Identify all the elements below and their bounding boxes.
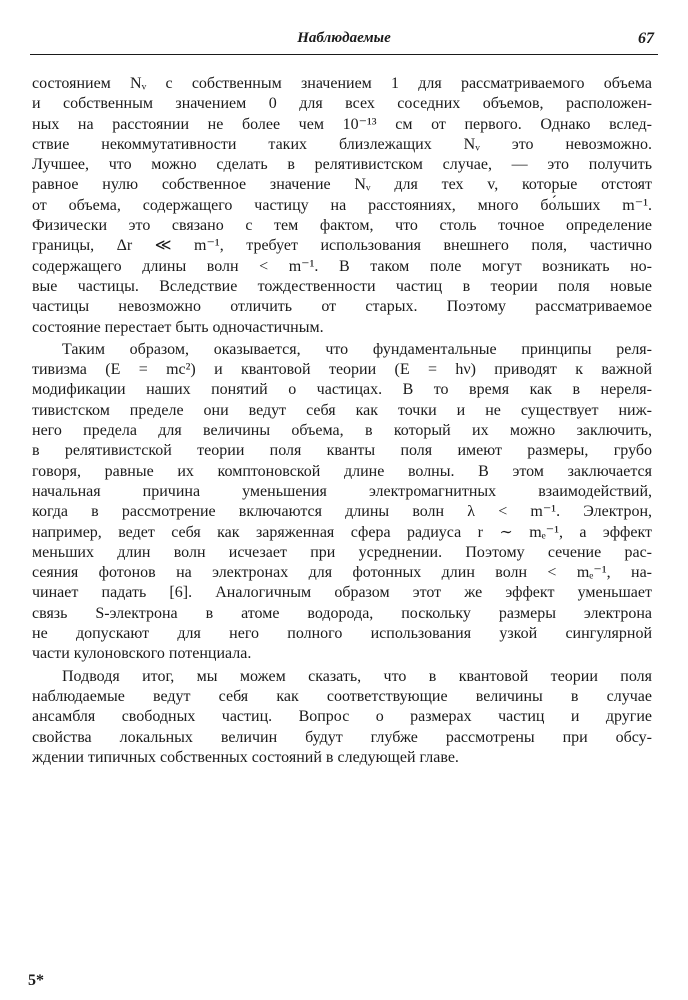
text-line: границы, Δr ≪ m⁻¹, требует использования внешнего поля, частично xyxy=(32,237,652,255)
paragraph-1 xyxy=(32,74,652,338)
text-line: состоянием Nᵥ с собственным значением 1 для рассматриваемого объема xyxy=(32,75,652,92)
text-line: него предела для величины объема, в который их можно заключить, xyxy=(32,422,652,440)
text-line: ансамбля свободных частиц. Вопрос о размерах частиц и другие xyxy=(32,708,652,726)
page-header xyxy=(30,28,658,55)
text-line: свойства локальных величин будут глубже рассмотрены при обсу- xyxy=(32,728,652,746)
text-line: говоря, равные их комптоновской длине волны. В этом заключается xyxy=(32,462,652,480)
text-line: вые частицы. Вследствие тождественности частиц в теории поля новые xyxy=(32,277,652,295)
printer-signature: 5* xyxy=(28,972,44,989)
text-line: частицы невозможно отличить от старых. Поэтому рассматриваемое xyxy=(32,298,652,316)
text-line: сеяния фотонов на электронах для фотонных длин волн < mₑ⁻¹, на- xyxy=(32,564,652,582)
text-line: в релятивистской теории поля кванты поля имеют размеры, грубо xyxy=(32,442,652,460)
paragraph-2 xyxy=(32,340,652,665)
text-line: содержащего длины волн < m⁻¹. В таком поле могут возникать но- xyxy=(32,257,652,275)
text-line: меньших длин волн исчезает при усреднении. Поэтому сечение рас- xyxy=(32,543,652,561)
text-line: наблюдаемые ведут себя как соответствующие величины в случае xyxy=(32,687,652,705)
text-line: части кулоновского потенциала. xyxy=(32,645,252,663)
text-line: Лучшее, что можно сделать в релятивистском случае, — это получить xyxy=(32,156,652,174)
text-line: тивистском пределе они ведут себя как точки и не существует ниж- xyxy=(32,401,652,419)
text-line: например, ведет себя как заряженная сфера радиуса r ∼ mₑ⁻¹, а эффект xyxy=(32,523,652,541)
text-line: не допускают для него полного использования узкой сингулярной xyxy=(32,625,652,643)
page-number: 67 xyxy=(638,30,654,47)
text-line: чинает падать [6]. Аналогичным образом этот же эффект уменьшает xyxy=(32,584,652,602)
text-line: и собственным значением 0 для всех соседних объемов, расположен- xyxy=(32,95,652,113)
body-text xyxy=(32,74,652,768)
text-line: Физически это связано с тем фактом, что столь точное определение xyxy=(32,217,652,235)
text-line: начальная причина уменьшения электромагнитных взаимодействий, xyxy=(32,482,652,500)
text-line: состояние перестает быть одночастичным. xyxy=(32,318,324,336)
text-line: связь S-электрона в атоме водорода, поскольку размеры электрона xyxy=(32,604,652,622)
text-line: от объема, содержащего частицу на расстояниях, много бо́льших m⁻¹. xyxy=(32,196,652,214)
text-line: Подводя итог, мы можем сказать, что в квантовой теории поля xyxy=(62,667,652,685)
text-line: ных на расстоянии не более чем 10⁻¹³ см от первого. Однако вслед- xyxy=(32,115,652,133)
paragraph-3 xyxy=(32,667,652,768)
text-line: модификации наших понятий о частицах. В то время как в нереля- xyxy=(32,381,652,399)
text-line: ждении типичных собственных состояний в следующей главе. xyxy=(32,748,459,766)
text-line: равное нулю собственное значение Nᵥ для тех v, которые отстоят xyxy=(32,176,652,194)
text-line: Таким образом, оказывается, что фундаментальные принципы реля- xyxy=(62,340,652,358)
text-line: тивизма (E = mc²) и квантовой теории (E = hν) приводят к важной xyxy=(32,361,652,379)
running-title: Наблюдаемые xyxy=(297,30,391,46)
text-line: когда в рассмотрение включаются длины волн λ < m⁻¹. Электрон, xyxy=(32,503,652,521)
text-line: ствие некоммутативности таких близлежащих Nᵥ это невозможно. xyxy=(32,135,652,153)
